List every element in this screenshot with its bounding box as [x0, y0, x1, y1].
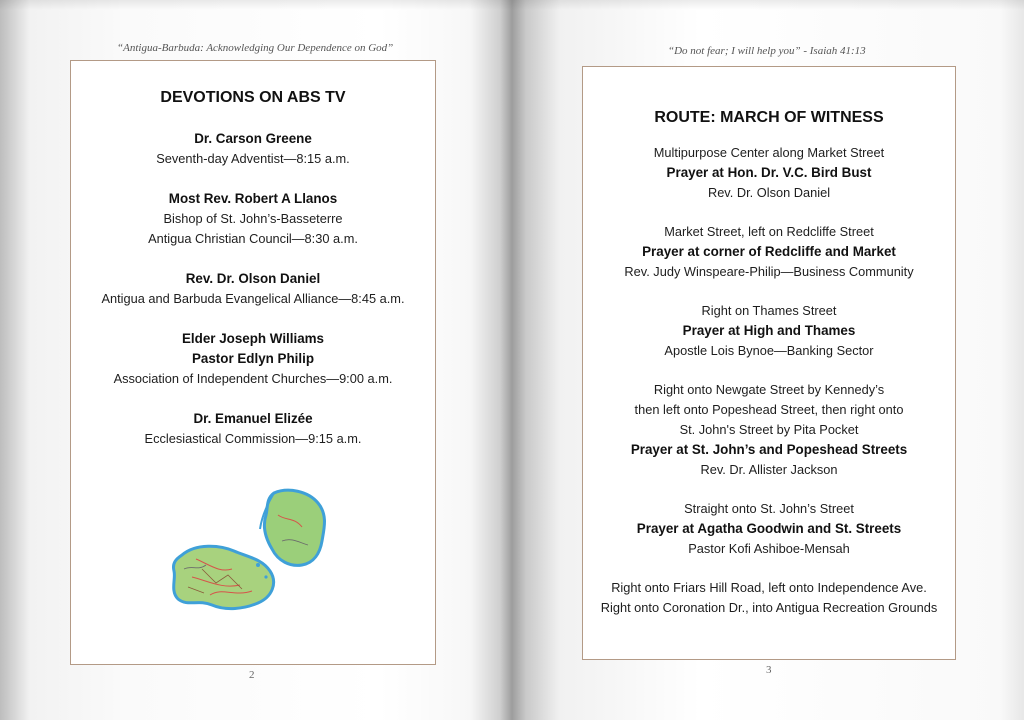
- presenter-name: Elder Joseph Williams: [181, 331, 324, 346]
- presenter-name: Rev. Dr. Olson Daniel: [185, 271, 321, 286]
- prayer-location: Prayer at corner of Redcliffe and Market: [642, 244, 896, 259]
- route-direction: Straight onto St. John’s Street: [684, 501, 854, 516]
- presenter-name: Pastor Edlyn Philip: [191, 351, 315, 366]
- left-page-title: DEVOTIONS ON ABS TV: [160, 89, 346, 106]
- right-page-box: [582, 66, 956, 660]
- prayer-leader: Apostle Lois Bynoe—Banking Sector: [664, 343, 874, 358]
- antigua-barbuda-map-icon: [162, 485, 332, 620]
- devotion-entry: [71, 129, 435, 169]
- devotion-entry: [71, 269, 435, 309]
- presenter-detail: Ecclesiastical Commission—9:15 a.m.: [144, 431, 362, 446]
- prayer-location: Prayer at St. John’s and Popeshead Streets: [630, 442, 908, 457]
- right-running-head: “Do not fear; I will help you” - Isaiah 41:13: [668, 45, 866, 57]
- route-direction: Right on Thames Street: [701, 303, 837, 318]
- presenter-name: Most Rev. Robert A Llanos: [168, 191, 338, 206]
- route-direction: Multipurpose Center along Market Street: [653, 145, 885, 160]
- left-page-number: 2: [249, 669, 255, 681]
- route-stop: [583, 499, 955, 559]
- prayer-location: Prayer at Hon. Dr. V.C. Bird Bust: [666, 165, 872, 180]
- route-direction: Market Street, left on Redcliffe Street: [664, 224, 874, 239]
- top-shadow: [0, 0, 1024, 10]
- presenter-detail: Association of Independent Churches—9:00 a.m.: [113, 371, 393, 386]
- presenter-name: Dr. Emanuel Elizée: [193, 411, 313, 426]
- presenter-detail: Seventh-day Adventist—8:15 a.m.: [156, 151, 350, 166]
- prayer-leader: Rev. Dr. Allister Jackson: [700, 462, 838, 477]
- prayer-leader: Rev. Dr. Olson Daniel: [707, 185, 831, 200]
- presenter-detail: Bishop of St. John’s-Basseterre: [163, 211, 343, 226]
- route-stop: [583, 301, 955, 361]
- route-closing: [583, 578, 955, 618]
- devotion-entry: [71, 189, 435, 249]
- left-running-head: “Antigua-Barbuda: Acknowledging Our Dependence on God”: [117, 42, 394, 54]
- prayer-leader: Rev. Judy Winspeare-Philip—Business Community: [624, 264, 914, 279]
- right-page-number: 3: [766, 664, 772, 676]
- route-direction: Right onto Coronation Dr., into Antigua Recreation Grounds: [600, 600, 938, 615]
- route-direction: then left onto Popeshead Street, then right onto: [634, 402, 904, 417]
- route-direction: Right onto Newgate Street by Kennedy’s: [653, 382, 885, 397]
- devotion-entry: [71, 409, 435, 449]
- devotion-entry: [71, 329, 435, 389]
- presenter-detail: Antigua and Barbuda Evangelical Alliance—8:45 a.m.: [101, 291, 405, 306]
- route-stop: [583, 380, 955, 480]
- right-page-title: ROUTE: MARCH OF WITNESS: [654, 109, 884, 126]
- route-stop: [583, 222, 955, 282]
- route-direction: Right onto Friars Hill Road, left onto Independence Ave.: [611, 580, 927, 595]
- route-direction: St. John's Street by Pita Pocket: [679, 422, 859, 437]
- prayer-location: Prayer at High and Thames: [682, 323, 856, 338]
- presenter-name: Dr. Carson Greene: [194, 131, 312, 146]
- presenter-detail: Antigua Christian Council—8:30 a.m.: [148, 231, 358, 246]
- route-stop: [583, 143, 955, 203]
- prayer-location: Prayer at Agatha Goodwin and St. Streets: [636, 521, 902, 536]
- prayer-leader: Pastor Kofi Ashiboe-Mensah: [688, 541, 850, 556]
